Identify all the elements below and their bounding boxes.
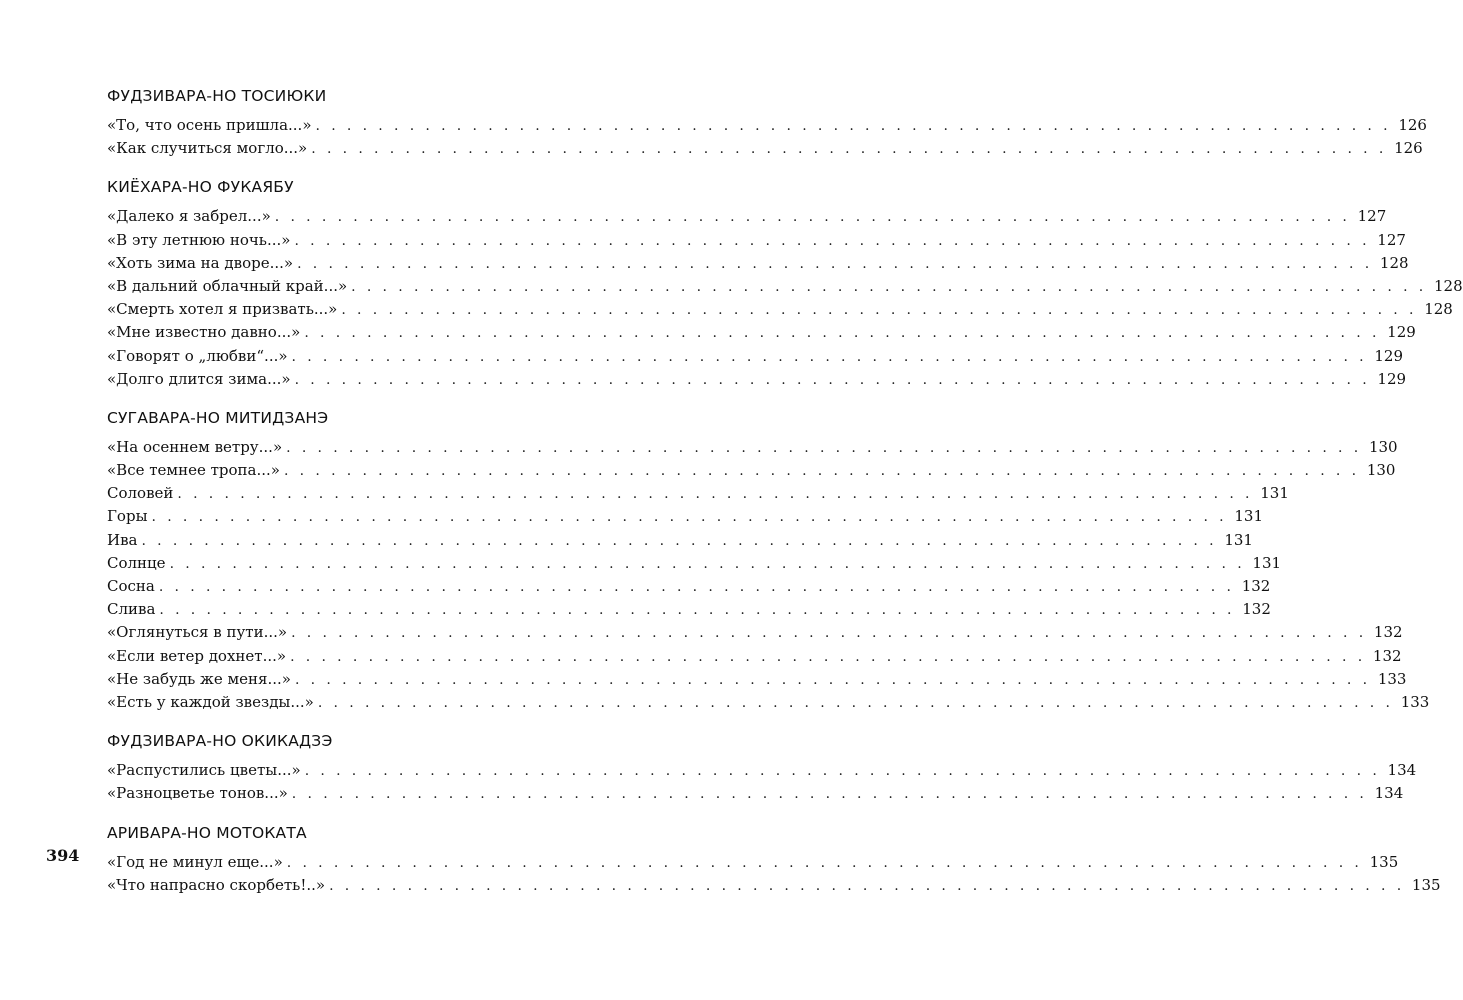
dot-leader: . . . . . . . . . . . . . . . . . . . . . . . . . . . . . . . . . . . . . . . . . . . . . . . . . . . . . . . . . . . . . . . . . . . . . (329, 877, 1405, 894)
entry-page-number: 134 (1374, 784, 1404, 803)
dot-leader: . . . . . . . . . . . . . . . . . . . . . . . . . . . . . . . . . . . . . . . . . . . . . . . . . . . . . . . . . . . . . . . . . . . . . (294, 671, 1371, 688)
entry-title: «Хоть зима на дворе...» (107, 253, 294, 272)
toc-entry (107, 459, 1396, 482)
entry-title: Соловей (107, 484, 174, 503)
dot-leader: . . . . . . . . . . . . . . . . . . . . . . . . . . . . . . . . . . . . . . . . . . . . . . . . . . . . . . . . . . . . . . . . . . . . . (297, 255, 1373, 272)
entry-page-number: 132 (1372, 646, 1402, 665)
dot-leader: . . . . . . . . . . . . . . . . . . . . . . . . . . . . . . . . . . . . . . . . . . . . . . . . . . . . . . . . . . . . . . . . . . . . . (291, 786, 1368, 803)
dot-leader: . . . . . . . . . . . . . . . . . . . . . . . . . . . . . . . . . . . . . . . . . . . . . . . . . . . . . . . . . . . . . . . . . . . . . (290, 648, 1366, 665)
toc-section (107, 86, 1427, 160)
entry-page-number: 133 (1400, 692, 1430, 711)
entry-page-number: 132 (1241, 577, 1271, 595)
toc-section (107, 823, 1441, 897)
entry-page-number: 129 (1377, 369, 1407, 388)
entry-page-number: 126 (1394, 139, 1423, 158)
entry-title: «Что напрасно скорбеть!..» (107, 875, 326, 894)
toc-entry (107, 552, 1282, 575)
entry-title: Солнце (107, 553, 166, 572)
entry-title: «Разноцветье тонов...» (107, 784, 288, 803)
section-author-heading: ФУДЗИВАРА-НО ОКИКАДЗЭ (107, 732, 333, 751)
dot-leader: . . . . . . . . . . . . . . . . . . . . . . . . . . . . . . . . . . . . . . . . . . . . . . . . . . . . . . . . . . . . . . . . . . . . . (286, 854, 1363, 871)
section-author-heading: СУГАВАРА-НО МИТИДЗАНЭ (107, 408, 329, 427)
table-of-contents (107, 86, 1463, 897)
entry-page-number: 129 (1387, 323, 1416, 342)
dot-leader: . . . . . . . . . . . . . . . . . . . . . . . . . . . . . . . . . . . . . . . . . . . . . . . . . . . . . . . . . . . . . . . . . . . . . (283, 463, 1360, 480)
entry-title: «В эту летнюю ночь...» (107, 230, 291, 249)
dot-leader: . . . . . . . . . . . . . . . . . . . . . . . . . . . . . . . . . . . . . . . . . . . . . . . . . . . . . . . . . . . . . . . . . . . . . (159, 602, 1235, 619)
toc-entry (107, 782, 1404, 805)
entry-page-number: 127 (1357, 207, 1387, 226)
entry-page-number: 129 (1374, 346, 1404, 365)
entry-title: Ива (107, 530, 138, 549)
toc-section (107, 177, 1463, 391)
entry-title: «Долго длится зима...» (107, 369, 291, 388)
toc-section (107, 731, 1417, 805)
toc-entry (107, 691, 1430, 714)
section-author-heading: АРИВАРА-НО МОТОКАТА (107, 823, 307, 842)
toc-entry (107, 137, 1423, 160)
toc-entry (107, 275, 1463, 298)
entry-title: Сосна (107, 577, 155, 595)
dot-leader: . . . . . . . . . . . . . . . . . . . . . . . . . . . . . . . . . . . . . . . . . . . . . . . . . . . . . . . . . . . . . . . . . . . . . (286, 439, 1362, 456)
dot-leader: . . . . . . . . . . . . . . . . . . . . . . . . . . . . . . . . . . . . . . . . . . . . . . . . . . . . . . . . . . . . . . . . . . . . . (304, 325, 1380, 342)
dot-leader: . . . . . . . . . . . . . . . . . . . . . . . . . . . . . . . . . . . . . . . . . . . . . . . . . . . . . . . . . . . . . . . . . . . . . (294, 232, 1370, 249)
dot-leader: . . . . . . . . . . . . . . . . . . . . . . . . . . . . . . . . . . . . . . . . . . . . . . . . . . . . . . . . . . . . . . . . . . . . . (177, 486, 1253, 503)
dot-leader: . . . . . . . . . . . . . . . . . . . . . . . . . . . . . . . . . . . . . . . . . . . . . . . . . . . . . . . . . . . . . . . . . . . . . (141, 532, 1217, 549)
entry-title: «Смерть хотел я призвать...» (107, 300, 338, 319)
entry-title: «На осеннем ветру...» (107, 437, 283, 456)
toc-entry (107, 851, 1399, 874)
dot-leader: . . . . . . . . . . . . . . . . . . . . . . . . . . . . . . . . . . . . . . . . . . . . . . . . . . . . . . . . . . . . . . . . . . . . . (291, 348, 1368, 365)
entry-title: «В дальний облачный край...» (107, 276, 348, 295)
entry-title: «Есть у каждой звезды...» (107, 692, 314, 711)
entry-page-number: 130 (1368, 437, 1398, 456)
entry-page-number: 131 (1252, 553, 1282, 572)
toc-section (107, 408, 1430, 714)
dot-leader: . . . . . . . . . . . . . . . . . . . . . . . . . . . . . . . . . . . . . . . . . . . . . . . . . . . . . . . . . . . . . . . . . . . . . (317, 694, 1394, 711)
toc-entry (107, 205, 1387, 228)
toc-entry (107, 298, 1453, 321)
entry-page-number: 128 (1434, 276, 1463, 295)
entry-page-number: 133 (1377, 669, 1407, 688)
entry-title: «Год не минул еще...» (107, 852, 283, 871)
dot-leader: . . . . . . . . . . . . . . . . . . . . . . . . . . . . . . . . . . . . . . . . . . . . . . . . . . . . . . . . . . . . . . . . . . . . . (341, 302, 1417, 319)
page-number: 394 (46, 846, 80, 865)
dot-leader: . . . . . . . . . . . . . . . . . . . . . . . . . . . . . . . . . . . . . . . . . . . . . . . . . . . . . . . . . . . . . . . . . . . . . (158, 579, 1235, 595)
entry-page-number: 126 (1398, 116, 1427, 134)
entry-title: «Все темнее тропа...» (107, 461, 280, 480)
entry-title: Слива (107, 600, 156, 619)
toc-entry (107, 368, 1407, 391)
toc-entry (107, 229, 1406, 252)
toc-entry (107, 668, 1407, 691)
toc-entry (107, 575, 1271, 598)
toc-entry (107, 874, 1441, 897)
entry-page-number: 131 (1260, 484, 1289, 503)
entry-page-number: 132 (1242, 600, 1271, 619)
entry-page-number: 127 (1377, 230, 1406, 249)
dot-leader: . . . . . . . . . . . . . . . . . . . . . . . . . . . . . . . . . . . . . . . . . . . . . . . . . . . . . . . . . . . . . . . . . . . . . (151, 509, 1227, 526)
entry-title: «Далеко я забрел...» (107, 207, 271, 226)
dot-leader: . . . . . . . . . . . . . . . . . . . . . . . . . . . . . . . . . . . . . . . . . . . . . . . . . . . . . . . . . . . . . . . . . . . . . (294, 371, 1371, 388)
toc-entry (107, 759, 1417, 782)
entry-title: «Как случиться могло...» (107, 139, 308, 158)
toc-entry (107, 529, 1253, 552)
entry-page-number: 132 (1373, 623, 1403, 642)
entry-page-number: 135 (1369, 852, 1399, 871)
entry-page-number: 134 (1387, 761, 1417, 780)
toc-entry (107, 345, 1404, 368)
toc-entry (107, 505, 1263, 528)
entry-title: «Если ветер дохнет...» (107, 646, 287, 665)
entry-title: «То, что осень пришла...» (107, 116, 312, 134)
entry-title: Горы (107, 507, 148, 526)
toc-entry (107, 645, 1402, 668)
entry-title: «Оглянуться в пути...» (107, 623, 288, 642)
toc-entry (107, 482, 1289, 505)
entry-title: «Мне известно давно...» (107, 323, 301, 342)
dot-leader: . . . . . . . . . . . . . . . . . . . . . . . . . . . . . . . . . . . . . . . . . . . . . . . . . . . . . . . . . . . . . . . . . . . . . (311, 141, 1387, 158)
dot-leader: . . . . . . . . . . . . . . . . . . . . . . . . . . . . . . . . . . . . . . . . . . . . . . . . . . . . . . . . . . . . . . . . . . . . . (274, 209, 1351, 226)
entry-page-number: 131 (1224, 530, 1253, 549)
entry-title: «Говорят о „любви“...» (107, 346, 288, 365)
dot-leader: . . . . . . . . . . . . . . . . . . . . . . . . . . . . . . . . . . . . . . . . . . . . . . . . . . . . . . . . . . . . . . . . . . . . . (315, 118, 1391, 134)
dot-leader: . . . . . . . . . . . . . . . . . . . . . . . . . . . . . . . . . . . . . . . . . . . . . . . . . . . . . . . . . . . . . . . . . . . . . (169, 555, 1246, 572)
toc-entry (107, 321, 1416, 344)
entry-page-number: 128 (1424, 300, 1453, 319)
dot-leader: . . . . . . . . . . . . . . . . . . . . . . . . . . . . . . . . . . . . . . . . . . . . . . . . . . . . . . . . . . . . . . . . . . . . . (304, 763, 1381, 780)
dot-leader: . . . . . . . . . . . . . . . . . . . . . . . . . . . . . . . . . . . . . . . . . . . . . . . . . . . . . . . . . . . . . . . . . . . . . (291, 625, 1367, 642)
toc-entry (107, 114, 1427, 137)
section-author-heading: ФУДЗИВАРА-НО ТОСИЮКИ (107, 87, 327, 105)
entry-page-number: 131 (1234, 507, 1263, 526)
entry-page-number: 135 (1411, 875, 1441, 894)
entry-title: «Не забудь же меня...» (107, 669, 291, 688)
dot-leader: . . . . . . . . . . . . . . . . . . . . . . . . . . . . . . . . . . . . . . . . . . . . . . . . . . . . . . . . . . . . . . . . . . . . . (351, 278, 1427, 295)
toc-entry (107, 598, 1271, 621)
section-author-heading: КИЁХАРА-НО ФУКАЯБУ (107, 178, 294, 197)
toc-entry (107, 436, 1398, 459)
toc-entry (107, 621, 1403, 644)
toc-entry (107, 252, 1409, 275)
entry-page-number: 130 (1366, 461, 1396, 480)
entry-page-number: 128 (1379, 253, 1409, 272)
entry-title: «Распустились цветы...» (107, 761, 301, 780)
